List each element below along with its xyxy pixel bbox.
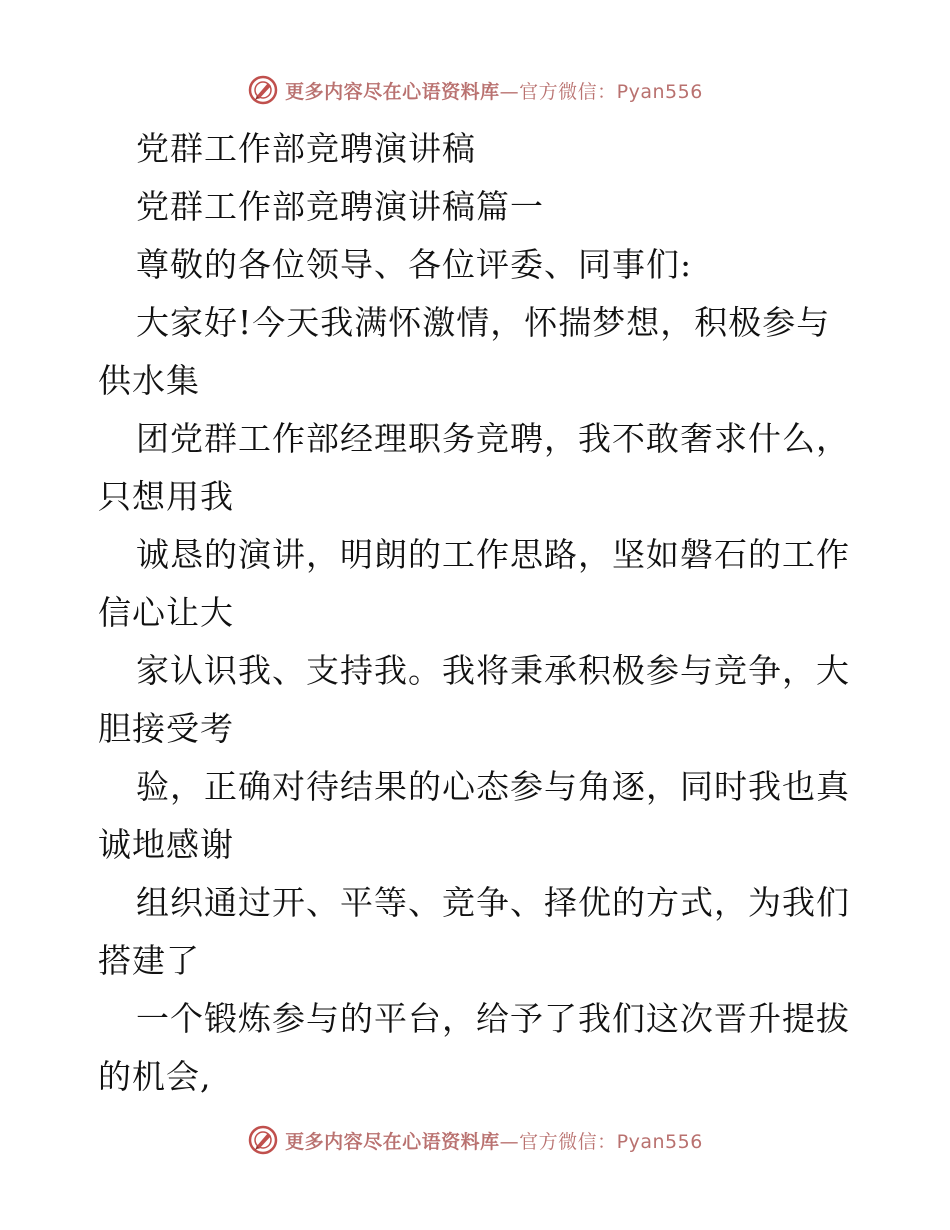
paragraph-line: 诚地感谢	[98, 825, 234, 864]
watermark-contact: 官方微信：Pyan556	[519, 80, 703, 103]
document-body	[98, 120, 858, 1106]
pen-nib-logo-icon	[247, 1124, 279, 1156]
paragraph-line: 团党群工作部经理职务竞聘，我不敢奢求什么，	[136, 419, 850, 458]
paragraph-line: 只想用我	[98, 477, 234, 516]
document-title: 党群工作部竞聘演讲稿	[136, 129, 476, 168]
paragraph-line: 验，正确对待结果的心态参与角逐，同时我也真	[136, 767, 850, 806]
watermark-dash: —	[499, 1130, 520, 1153]
paragraph-line: 供水集	[98, 361, 200, 400]
paragraph-line: 一个锻炼参与的平台，给予了我们这次晋升提拔	[136, 999, 850, 1038]
watermark-text	[285, 77, 703, 104]
paragraph-line: 组织通过开、平等、竞争、择优的方式，为我们	[136, 883, 850, 922]
watermark-site: 更多内容尽在心语资料库	[285, 1130, 500, 1153]
watermark-dash: —	[499, 80, 520, 103]
paragraph-line: 大家好!今天我满怀激情，怀揣梦想，积极参与	[136, 303, 831, 342]
paragraph-line: 搭建了	[98, 941, 200, 980]
paragraph-line: 胆接受考	[98, 709, 234, 748]
paragraph-line: 信心让大	[98, 593, 234, 632]
footer-watermark	[0, 1120, 950, 1160]
watermark-text	[285, 1127, 703, 1154]
watermark-site: 更多内容尽在心语资料库	[285, 80, 500, 103]
paragraph-line: 家认识我、支持我。我将秉承积极参与竞争，大	[136, 651, 850, 690]
pen-nib-logo-icon	[247, 74, 279, 106]
document-subtitle: 党群工作部竞聘演讲稿篇一	[136, 187, 544, 226]
header-watermark	[0, 70, 950, 110]
paragraph-line: 诚恳的演讲，明朗的工作思路，坚如磐石的工作	[136, 535, 850, 574]
salutation: 尊敬的各位领导、各位评委、同事们:	[136, 245, 693, 284]
watermark-contact: 官方微信：Pyan556	[519, 1130, 703, 1153]
paragraph-line: 的机会,	[98, 1057, 212, 1096]
